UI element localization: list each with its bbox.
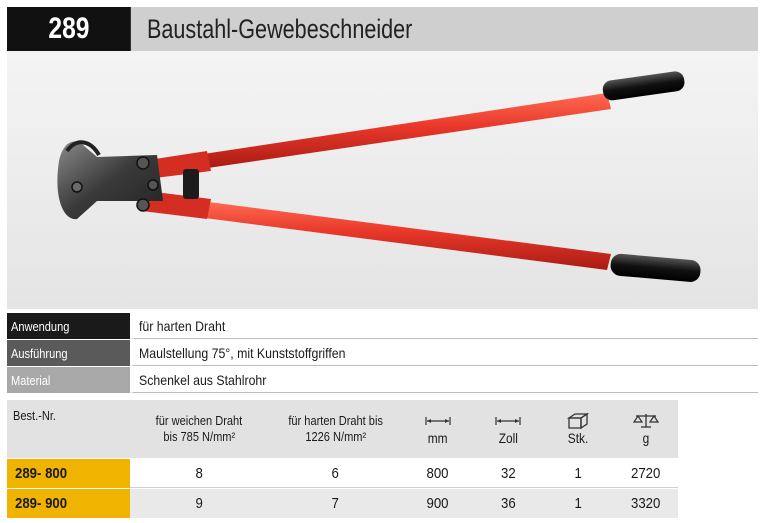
length-mm-cell: 900 [403,489,473,518]
length-mm-cell: 800 [403,459,473,488]
property-row-ausfuehrung [7,340,758,367]
header-qty: Stk. [543,400,613,458]
soft-wire-cell: 8 [130,459,268,488]
header-length-zoll: Zoll [473,400,543,458]
table-row [7,458,758,488]
property-value: Schenkel aus Stahlrohr [130,367,758,393]
header-weight: g [613,400,678,458]
length-arrow-icon [424,412,452,430]
order-no-cell: 289- 800 [7,459,130,488]
header-hard-wire: für harten Draht bis 1226 N/mm² [288,413,383,444]
header-order-no: Best.-Nr. [7,400,130,458]
length-zoll-cell: 36 [473,489,543,518]
property-value: Maulstellung 75°, mit Kunststoffgriffen [130,340,758,366]
property-row-anwendung [7,313,758,340]
header-soft-wire: für weichen Draht bis 785 N/mm² [155,413,243,444]
header-spacer [678,400,758,458]
qty-cell: 1 [543,459,613,488]
length-zoll-cell: 32 [473,459,543,488]
weight-cell: 2720 [613,459,678,488]
property-label: Material [7,367,130,393]
product-header [7,7,758,51]
hard-wire-cell: 6 [268,459,403,488]
property-label: Anwendung [7,313,130,339]
product-number: 289 [7,7,131,51]
property-value: für harten Draht [130,313,758,339]
property-list [7,313,758,394]
box-icon [567,412,589,430]
table-row [7,488,758,518]
weight-cell: 3320 [613,489,678,518]
hard-wire-cell: 7 [268,489,403,518]
order-no-cell: 289- 900 [7,489,130,518]
property-row-material [7,367,758,394]
product-photo [7,51,758,309]
property-label: Ausführung [7,340,130,366]
row-spacer [678,459,758,488]
spec-table [7,400,758,518]
soft-wire-cell: 9 [130,489,268,518]
product-title: Baustahl-Gewebeschneider [147,13,413,44]
row-spacer [678,489,758,518]
qty-cell: 1 [543,489,613,518]
header-length-mm: mm [403,400,473,458]
length-arrow-icon [494,412,522,430]
bolt-cutter-image [7,51,758,309]
spec-table-header [7,400,758,458]
scale-icon [633,412,659,430]
